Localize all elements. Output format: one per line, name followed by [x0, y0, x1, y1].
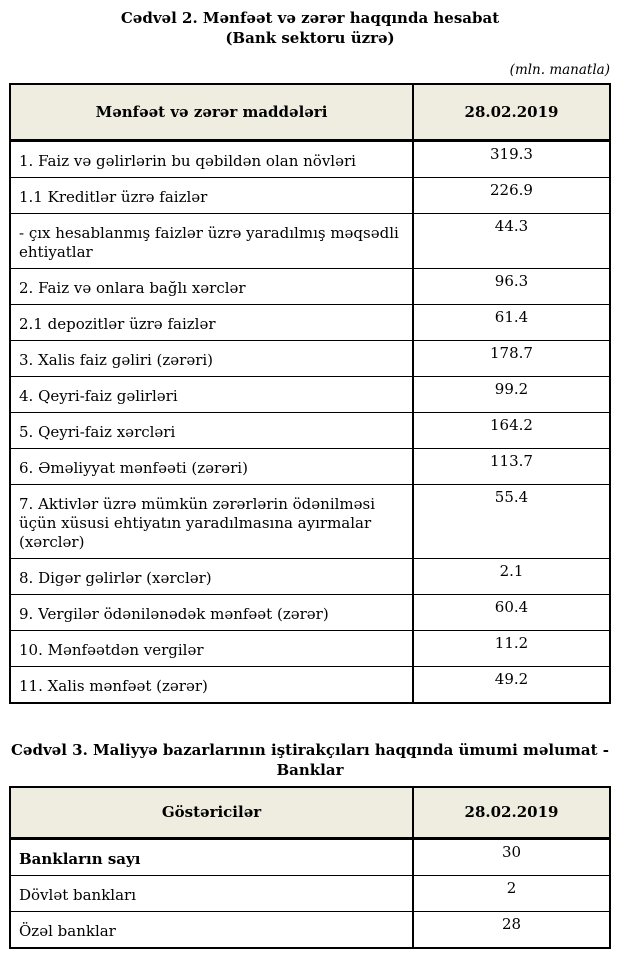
row-label: 9. Vergilər ödənilənədək mənfəət (zərər) [10, 594, 413, 630]
row-value: 99.2 [413, 376, 610, 412]
row-label: 6. Əməliyyat mənfəəti (zərəri) [10, 448, 413, 484]
banks-table-body [10, 839, 610, 949]
table-row [10, 876, 610, 912]
table2-title-line1: Cədvəl 2. Mənfəət və zərər haqqında hesabat [120, 9, 500, 27]
table-row [10, 630, 610, 666]
table-row [10, 839, 610, 876]
row-value: 49.2 [413, 666, 610, 703]
table-row [10, 484, 610, 558]
table-row [10, 412, 610, 448]
row-value: 178.7 [413, 340, 610, 376]
table-row [10, 448, 610, 484]
table-row [10, 376, 610, 412]
row-value: 44.3 [413, 213, 610, 268]
table-row [10, 304, 610, 340]
unit-note: (mln. manatla) [509, 62, 610, 78]
table-row [10, 594, 610, 630]
table2-title-line2: (Bank sektoru üzrə) [225, 29, 395, 47]
row-label: 10. Mənfəətdən vergilər [10, 630, 413, 666]
table-row [10, 268, 610, 304]
column-header-indicators: Göstəricilər [10, 787, 413, 839]
row-value: 113.7 [413, 448, 610, 484]
table-row [10, 340, 610, 376]
row-label: 2. Faiz və onlara bağlı xərclər [10, 268, 413, 304]
row-label: 3. Xalis faiz gəliri (zərəri) [10, 340, 413, 376]
row-label: Dövlət bankları [10, 876, 413, 912]
table-row [10, 666, 610, 703]
header-row [10, 787, 610, 839]
column-header-items: Mənfəət və zərər maddələri [10, 84, 413, 140]
row-value: 319.3 [413, 140, 610, 177]
row-value: 30 [413, 839, 610, 876]
header-row [10, 84, 610, 140]
row-label: 2.1 depozitlər üzrə faizlər [10, 304, 413, 340]
table3-title-block [0, 740, 620, 780]
table-row [10, 213, 610, 268]
row-value: 28 [413, 912, 610, 949]
row-value: 164.2 [413, 412, 610, 448]
banks-table-header [10, 787, 610, 839]
row-value: 96.3 [413, 268, 610, 304]
row-label: 11. Xalis mənfəət (zərər) [10, 666, 413, 703]
row-label: 8. Digər gəlirlər (xərclər) [10, 558, 413, 594]
table2-title-block [0, 0, 620, 48]
profit-loss-table [9, 83, 611, 704]
column-header-date: 28.02.2019 [413, 84, 610, 140]
row-value: 2 [413, 876, 610, 912]
table-row [10, 558, 610, 594]
row-label: 5. Qeyri-faiz xərcləri [10, 412, 413, 448]
row-label: 4. Qeyri-faiz gəlirləri [10, 376, 413, 412]
banks-table [9, 786, 611, 950]
row-label: Bankların sayı [10, 839, 413, 876]
row-value: 11.2 [413, 630, 610, 666]
row-value: 2.1 [413, 558, 610, 594]
table3-title-line2: Banklar [276, 760, 344, 779]
row-value: 55.4 [413, 484, 610, 558]
row-label: Özəl banklar [10, 912, 413, 949]
table-row [10, 912, 610, 949]
table-row [10, 140, 610, 177]
row-label: 1.1 Kreditlər üzrə faizlər [10, 177, 413, 213]
row-label: 7. Aktivlər üzrə mümkün zərərlərin ödənilməsi üçün xüsusi ehtiyatın yaradılmasına ayırmalar (xərclər) [10, 484, 413, 558]
profit-loss-table-body [10, 140, 610, 703]
profit-loss-table-header [10, 84, 610, 140]
row-label: - çıx hesablanmış faizlər üzrə yaradılmış məqsədli ehtiyatlar [10, 213, 413, 268]
table-row [10, 177, 610, 213]
row-label: 1. Faiz və gəlirlərin bu qəbildən olan növləri [10, 140, 413, 177]
table3-title-line1: Cədvəl 3. Maliyyə bazarlarının iştirakçıları haqqında ümumi məlumat - [10, 740, 609, 759]
row-value: 226.9 [413, 177, 610, 213]
column-header-date: 28.02.2019 [413, 787, 610, 839]
row-value: 61.4 [413, 304, 610, 340]
row-value: 60.4 [413, 594, 610, 630]
